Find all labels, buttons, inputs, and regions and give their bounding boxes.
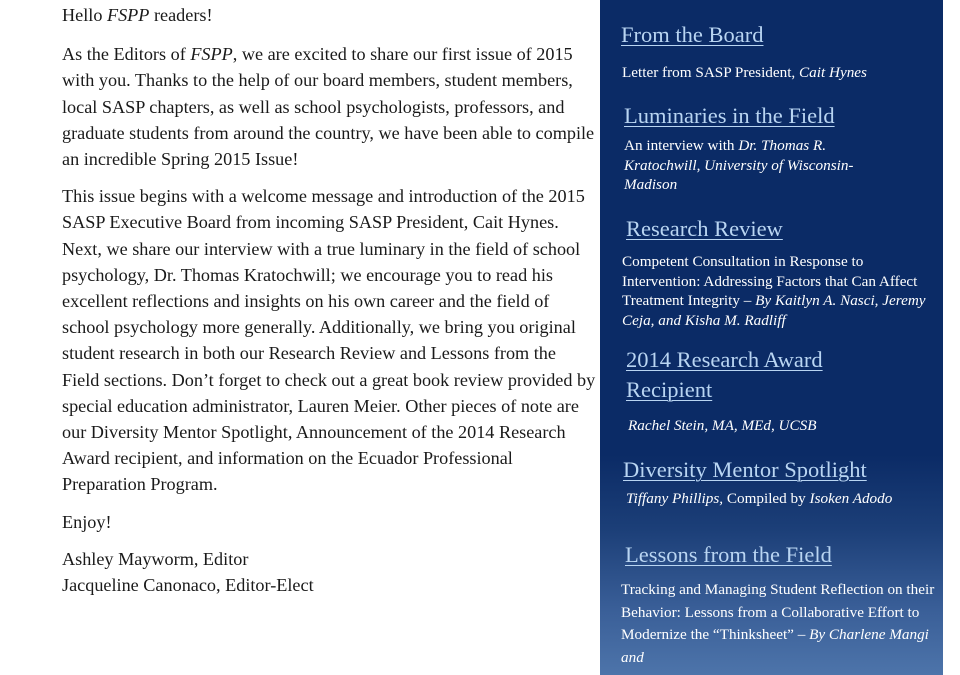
section-from-the-board (621, 20, 933, 83)
section-description: Tracking and Managing Student Reflection on their Behavior: Lessons from a Collaborative Effort to Modernize the “Thinksheet” – By Charlene Mangi and (621, 581, 935, 666)
journal-name: FSPP (106, 5, 150, 25)
section-diversity-mentor (623, 455, 933, 509)
section-luminaries (624, 101, 933, 195)
letter-greeting: Hello FSPP readers! (62, 5, 213, 25)
section-heading-link[interactable]: Luminaries in the Field (624, 103, 835, 128)
section-heading-link[interactable]: From the Board (621, 22, 764, 47)
section-heading-link[interactable]: Diversity Mentor Spotlight (623, 457, 867, 482)
signature-editor: Ashley Mayworm, Editor (62, 548, 249, 569)
section-description: Tiffany Phillips, Compiled by Isoken Adodo (626, 490, 893, 507)
letter-paragraph-2: This issue begins with a welcome message and introduction of the 2015 SASP Executive Board from incoming SASP President, Cait Hynes. Next, we share our interview with a true luminary in the field of school psychology, Dr. Thomas Kratochwill; we encourage you to read his excellent reflections and insights on his own career and the field of school psychology more generally. Additionally, we bring you original student research in both our Research Review and Lessons from the Field sections. Don’t forget to check out a great book review provided by special education administrator, Lauren Meier. Other pieces of note are our Diversity Mentor Spotlight, Announcement of the 2014 Research Award recipient, and information on the Ecuador Professional Preparation Program. (62, 186, 596, 495)
section-lessons-from-the-field (625, 540, 933, 570)
journal-name: FSPP (190, 44, 233, 65)
signature-editor-elect: Jacqueline Canonaco, Editor-Elect (62, 575, 314, 596)
section-heading-link[interactable]: 2014 Research Award Recipient (626, 347, 823, 402)
in-this-issue-sidebar (600, 0, 943, 675)
letter-paragraph-1: As the Editors of FSPP, we are excited to share our first issue of 2015 with you. Thanks to the help of our board members, student members, local SASP chapters, as well as school psychologists, professors, and graduate students from around the country, we have been able to compile an incredible Spring 2015 Issue! (62, 44, 595, 170)
section-description: Rachel Stein, MA, MEd, UCSB (628, 417, 817, 434)
section-heading-link[interactable]: Research Review (626, 216, 783, 241)
section-description: Competent Consultation in Response to Intervention: Addressing Factors that Can Affect Treatment Integrity – By Kaitlyn A. Nasci, Jeremy Ceja, and Kisha M. Radliff (622, 253, 926, 329)
section-research-award-desc (628, 416, 933, 436)
section-heading-link[interactable]: Lessons from the Field (625, 542, 832, 567)
section-lessons-desc (621, 579, 939, 669)
section-description: Letter from SASP President, Cait Hynes (622, 64, 867, 81)
editors-letter (62, 0, 597, 598)
section-research-review (626, 214, 933, 244)
section-research-award (626, 345, 873, 405)
sidebar-title-clipped (600, 0, 943, 6)
section-research-review-desc (622, 252, 935, 330)
letter-closing: Enjoy! (62, 511, 112, 532)
section-description: An interview with Dr. Thomas R. Kratochwill, University of Wisconsin-Madison (624, 137, 854, 193)
